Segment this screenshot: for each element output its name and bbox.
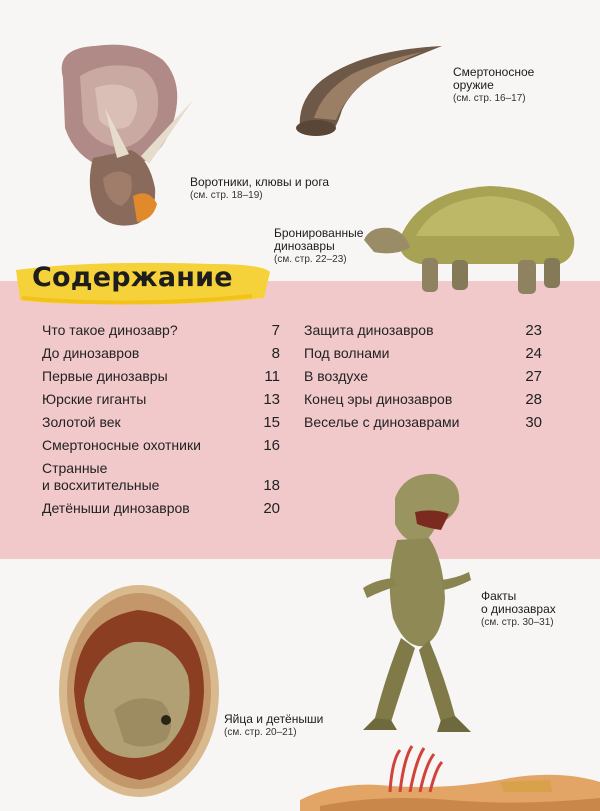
toc-item[interactable]: Конец эры динозавров 28 [304, 391, 542, 408]
caption-page-ref: (см. стр. 22–23) [274, 254, 347, 265]
triceratops-illustration [45, 38, 195, 233]
caption-page-ref: (см. стр. 16–17) [453, 93, 526, 104]
claw-illustration [292, 40, 447, 138]
page-title: Содержание [32, 262, 233, 293]
toc-item[interactable]: Что такое динозавр? 7 [42, 322, 280, 339]
caption-deadly-weapons: Смертоносное оружие (см. стр. 16–17) [453, 65, 535, 104]
toc-left-column [42, 322, 280, 523]
armored-dinosaur-illustration [360, 178, 580, 298]
caption-eggs-hatchlings: Яйца и детёныши (см. стр. 20–21) [224, 712, 324, 738]
toc-item[interactable]: В воздухе 27 [304, 368, 542, 385]
ground-skeleton-illustration [300, 720, 600, 811]
caption-frills-beaks-horns: Воротники, клювы и рога (см. стр. 18–19) [190, 175, 330, 201]
toc-item[interactable]: Золотой век 15 [42, 414, 280, 431]
toc-item[interactable]: Странные и восхитительные 18 [42, 460, 280, 494]
toc-item[interactable]: Под волнами 24 [304, 345, 542, 362]
toc-item[interactable]: Юрские гиганты 13 [42, 391, 280, 408]
toc-item[interactable]: Веселье с динозаврами 30 [304, 414, 542, 431]
toc-item[interactable]: Защита динозавров 23 [304, 322, 542, 339]
caption-page-ref: (см. стр. 20–21) [224, 727, 297, 738]
egg-hatchling-illustration [54, 580, 224, 802]
trex-illustration [345, 468, 485, 738]
toc-right-column [304, 322, 542, 437]
caption-page-ref: (см. стр. 18–19) [190, 190, 263, 201]
toc-item[interactable]: До динозавров 8 [42, 345, 280, 362]
caption-dinosaur-facts: Факты о динозаврах (см. стр. 30–31) [481, 589, 556, 628]
toc-item[interactable]: Смертоносные охотники 16 [42, 437, 280, 454]
toc-item[interactable]: Детёныши динозавров 20 [42, 500, 280, 517]
toc-item[interactable]: Первые динозавры 11 [42, 368, 280, 385]
caption-armored-dinosaurs: Бронированные динозавры (см. стр. 22–23) [274, 226, 364, 265]
caption-page-ref: (см. стр. 30–31) [481, 617, 554, 628]
